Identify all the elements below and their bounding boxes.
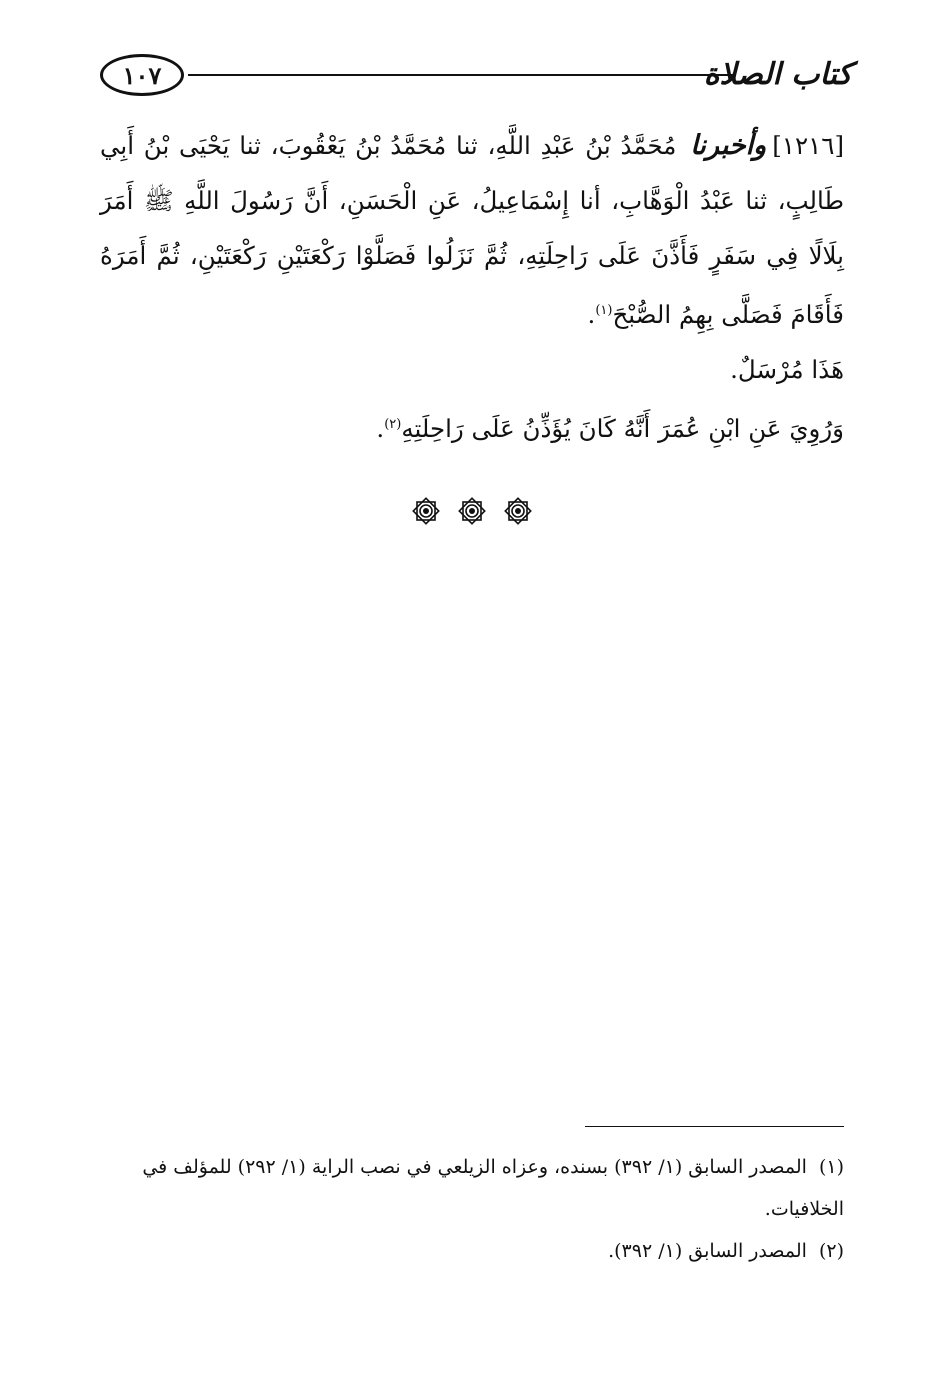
footnote-ref-1: (١) (595, 303, 613, 318)
header-rule (188, 74, 734, 76)
footnote-rule (585, 1126, 844, 1127)
hadith-number: [١٢١٦] (772, 131, 844, 160)
hadith-text: مُحَمَّدُ بْنُ عَبْدِ اللَّهِ، ثنا مُحَمَّدُ بْنُ يَعْقُوبَ، ثنا يَحْيَى بْنُ أَبِي طَالِبٍ، ثنا عَبْدُ الْوَهَّابِ، أنا إِسْمَاعِيلُ، عَنِ الْحَسَنِ، أَنَّ رَسُولَ اللَّهِ ﷺ أَمَرَ بِلَالًا فِي سَفَرٍ فَأَذَّنَ عَلَى رَاحِلَتِهِ، ثُمَّ نَزَلُوا فَصَلَّوْا رَكْعَتَيْنِ رَكْعَتَيْنِ، ثُمَّ أَمَرَهُ فَأَقَامَ فَصَلَّى بِهِمُ الصُّبْحَ (100, 131, 844, 330)
page-number: ١٠٧ (100, 54, 184, 96)
flower-ornament-icon (411, 496, 441, 526)
main-text (100, 118, 844, 456)
mursal-note: هَذَا مُرْسَلٌ. (730, 355, 844, 385)
footnote-1 (100, 1146, 844, 1230)
page-header (100, 52, 852, 102)
footnote-ref-2: (٢) (384, 417, 402, 433)
ibn-umar-end: . (376, 414, 385, 444)
flower-ornament-icon (503, 496, 533, 526)
ibn-umar-paragraph (100, 397, 844, 456)
hadith-paragraph (100, 118, 844, 342)
section-ornament (0, 496, 944, 536)
footnote-text: المصدر السابق (١/ ٣٩٢) بسنده، وعزاه الزيلعي في نصب الراية (١/ ٢٩٢) للمؤلف في الخلافيات. (142, 1156, 844, 1220)
ibn-umar-text: وَرُوِيَ عَنِ ابْنِ عُمَرَ أَنَّهُ كَانَ يُؤَذِّنُ عَلَى رَاحِلَتِهِ (401, 414, 844, 444)
footnotes (100, 1146, 844, 1272)
hadith-end: . (587, 300, 596, 330)
akhbarana-keyword: وأخبرنا (690, 130, 767, 161)
book-title: كتاب الصلاة (703, 57, 852, 92)
footnote-text: المصدر السابق (١/ ٣٩٢). (608, 1240, 807, 1262)
flower-ornament-icon (457, 496, 487, 526)
footnote-2 (100, 1230, 844, 1272)
footnote-number: (٢) (818, 1240, 844, 1262)
footnote-number: (١) (818, 1156, 844, 1178)
